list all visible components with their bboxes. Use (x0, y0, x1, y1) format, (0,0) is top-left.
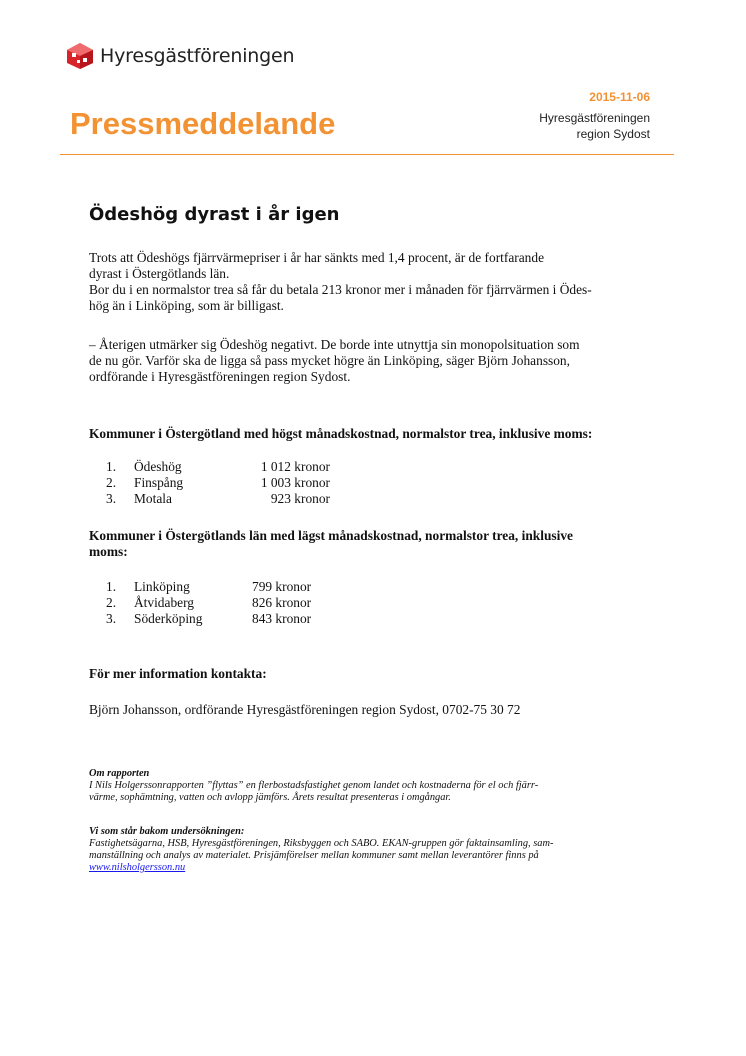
hyresgastforeningen-logo-icon (66, 42, 94, 70)
list-item (106, 491, 330, 507)
lowest-heading-line: moms: (89, 544, 128, 559)
item-name: Linköping (134, 579, 190, 594)
list-item (106, 579, 342, 595)
organization (539, 110, 650, 142)
who-heading: Vi som står bakom undersökningen: (89, 826, 245, 837)
lowest-heading-line: Kommuner i Östergötlands län med lägst månadskostnad, normalstor trea, inklusive (89, 528, 573, 543)
item-name: Finspång (134, 475, 184, 490)
about-report (89, 768, 669, 804)
contact-heading: För mer information kontakta: (89, 666, 267, 681)
item-value: 1 003 kronor (260, 475, 330, 490)
list-item (106, 611, 342, 627)
highest-list (106, 459, 330, 507)
quote-line: de nu gör. Varför ska de ligga så pass mycket högre än Linköping, säger Björn Johansson, (89, 353, 570, 368)
list-item (106, 595, 342, 611)
intro-line: Bor du i en normalstor trea så får du betala 213 kronor mer i månaden för fjärrvärmen i Ödes- (89, 282, 592, 297)
list-item (106, 475, 330, 491)
item-name: Åtvidaberg (134, 595, 194, 610)
intro-line: Trots att Ödeshögs fjärrvärmepriser i år har sänkts med 1,4 procent, är de fortfarande (89, 250, 545, 265)
date: 2015-11-06 (589, 90, 650, 104)
list-item (106, 459, 330, 475)
highest-heading: Kommuner i Östergötland med högst månadskostnad, normalstor trea, inklusive moms: (89, 426, 593, 441)
document-type: Pressmeddelande (70, 106, 336, 141)
who-is-behind (89, 826, 669, 874)
lowest-list (106, 579, 342, 627)
website-link[interactable]: www.nilsholgersson.nu (89, 862, 186, 873)
contact-text: Björn Johansson, ordförande Hyresgästföreningen region Sydost, 0702-75 30 72 (89, 702, 521, 717)
about-line: I Nils Holgerssonrapporten ”flyttas” en flerbostadsfastighet genom landet och kostnaderna för el och fjärr- (89, 780, 539, 791)
item-value: 799 kronor (252, 579, 312, 594)
item-number: 3. (106, 491, 117, 506)
about-heading: Om rapporten (89, 768, 150, 779)
lowest-heading (89, 528, 669, 560)
item-number: 1. (106, 459, 117, 474)
header-divider (60, 154, 674, 155)
quote-paragraph (89, 337, 669, 385)
logo (66, 42, 294, 70)
intro-line: hög än i Linköping, som är billigast. (89, 298, 284, 313)
about-line: värme, sophämtning, vatten och avlopp jämförs. Årets resultat presenteras i omgångar. (89, 792, 451, 803)
item-value: 1 012 kronor (260, 459, 330, 474)
logo-text: Hyresgästföreningen (100, 45, 295, 67)
item-number: 2. (106, 595, 117, 610)
item-number: 1. (106, 579, 117, 594)
quote-line: ordförande i Hyresgästföreningen region Sydost. (89, 369, 351, 384)
item-number: 2. (106, 475, 117, 490)
item-number: 3. (106, 611, 117, 626)
org-name: Hyresgästföreningen (539, 111, 650, 125)
intro-paragraph (89, 250, 669, 314)
item-value: 923 kronor (270, 491, 330, 506)
item-name: Ödeshög (134, 459, 182, 474)
org-region: region Sydost (576, 127, 650, 141)
intro-line: dyrast i Östergötlands län. (89, 266, 230, 281)
who-line: Fastighetsägarna, HSB, Hyresgästföreningen, Riksbyggen och SABO. EKAN-gruppen gör faktainsamling, sam- (89, 838, 554, 849)
who-line: manställning och analys av materialet. Prisjämförelser mellan kommuner samt mellan leverantörer finns på (89, 850, 539, 861)
page-title: Ödeshög dyrast i år igen (89, 204, 340, 225)
item-value: 843 kronor (252, 611, 312, 626)
item-name: Motala (134, 491, 172, 506)
item-value: 826 kronor (252, 595, 312, 610)
item-name: Söderköping (134, 611, 203, 626)
quote-line: – Återigen utmärker sig Ödeshög negativt. De borde inte utnyttja sin monopolsituation som (89, 337, 580, 352)
